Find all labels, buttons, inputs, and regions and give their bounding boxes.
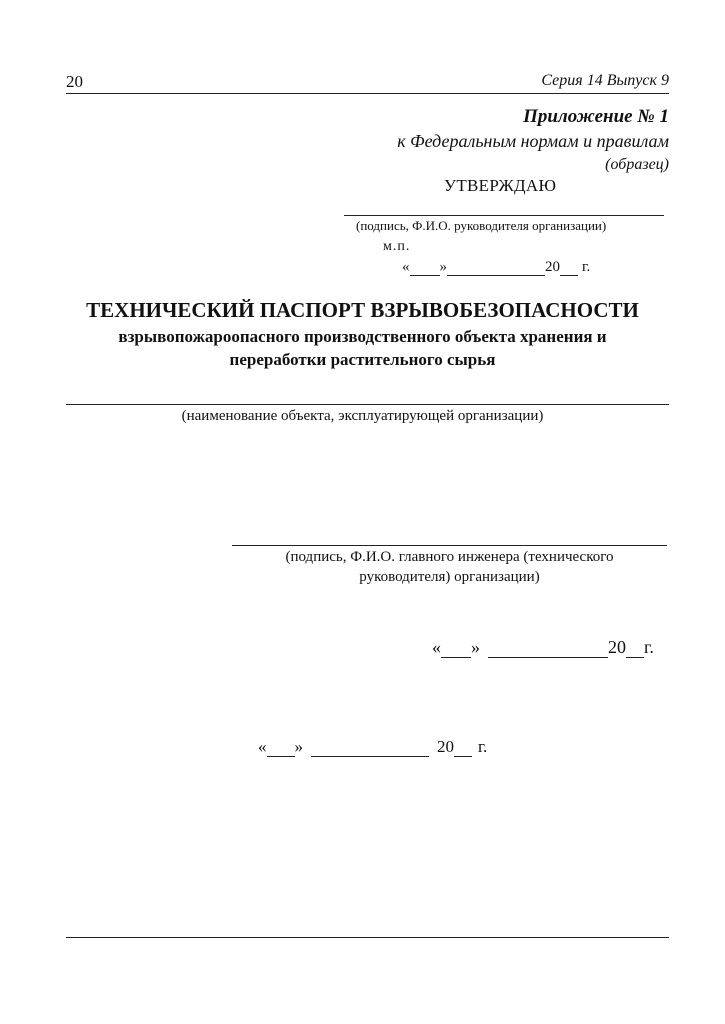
year-blank [454,739,472,757]
date-close-quote: » [439,259,447,275]
year-prefix: 20 [608,637,626,657]
appendix-sample-note: (образец) [605,156,669,173]
day-blank [267,739,295,757]
year-suffix: г. [582,259,591,275]
year-blank [626,639,644,658]
date-close-quote: » [294,737,303,756]
page-number: 20 [66,72,83,91]
footer-divider [66,937,669,938]
approve-label: УТВЕРЖДАЮ [444,176,557,195]
month-blank [311,739,429,757]
document-subtitle-line1: взрывопожароопасного производственного объекта хранения и [118,327,607,346]
appendix-title: Приложение № 1 [523,106,669,127]
director-signature-caption: (подпись, Ф.И.О. руководителя организации) [356,218,607,233]
day-blank [441,639,471,658]
year-blank [560,260,578,276]
year-prefix: 20 [437,737,454,756]
month-blank [488,639,608,658]
chief-engineer-signature-line [232,545,667,546]
director-signature-line [344,215,664,216]
day-blank [410,260,440,276]
date-close-quote: » [471,637,480,657]
month-blank [447,260,545,276]
date-open-quote: « [402,259,410,275]
year-suffix: г. [644,637,654,657]
year-prefix: 20 [545,259,560,275]
date-open-quote: « [432,637,441,657]
document-title: ТЕХНИЧЕСКИЙ ПАСПОРТ ВЗРЫВОБЕЗОПАСНОСТИ [86,298,639,322]
chief-engineer-caption-line2: руководителя) организации) [359,569,540,585]
chief-engineer-date [432,637,654,658]
header-divider [66,93,669,94]
series-label: Серия 14 Выпуск 9 [541,72,669,89]
date-open-quote: « [258,737,267,756]
year-suffix: г. [478,737,488,756]
object-name-caption: (наименование объекта, эксплуатирующей организации) [181,408,544,424]
compilation-date [258,737,487,757]
approval-date [402,259,590,276]
appendix-subtitle: к Федеральным нормам и правилам [397,131,669,151]
seal-label: м.п. [383,239,411,254]
document-subtitle-line2: переработки растительного сырья [229,350,496,369]
object-name-line [66,404,669,405]
chief-engineer-caption-line1: (подпись, Ф.И.О. главного инженера (технического [285,549,614,565]
